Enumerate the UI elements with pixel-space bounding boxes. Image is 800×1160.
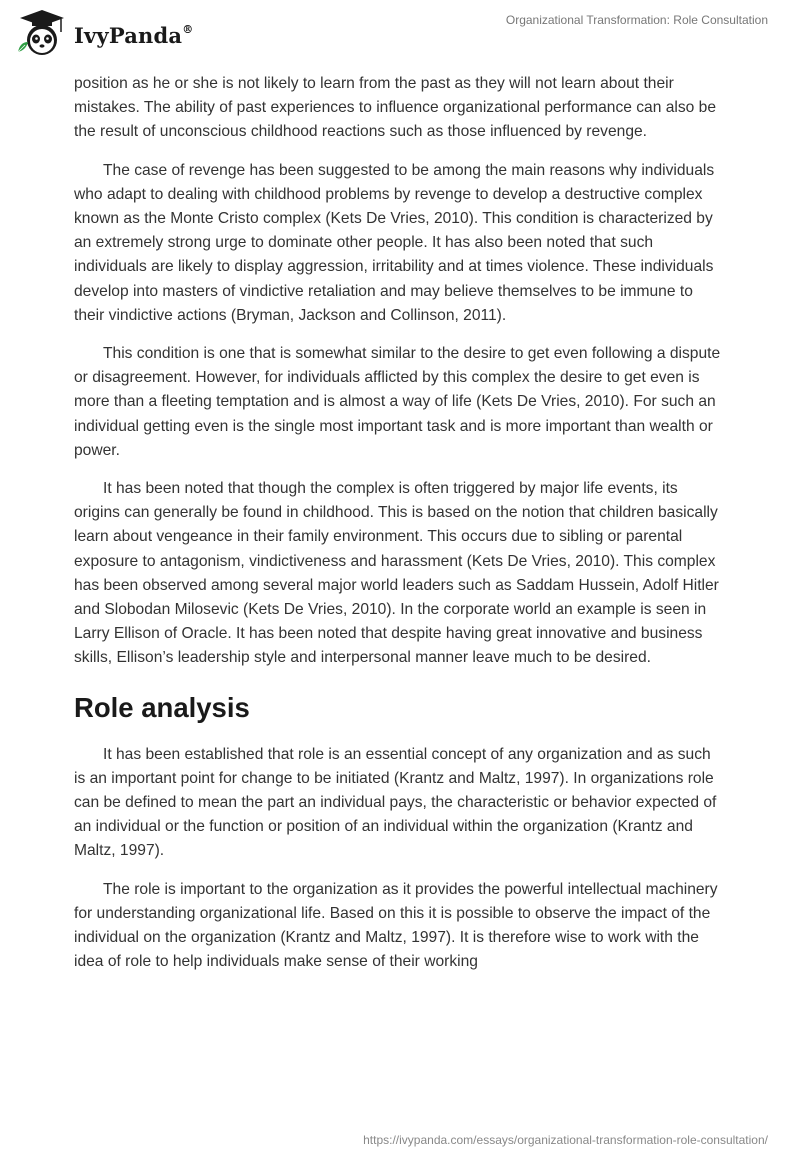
ivypanda-logo[interactable] [14, 8, 193, 58]
paragraph: position as he or she is not likely to learn from the past as they will not learn about their mistakes. The ability of past experiences to influence organizational performance can also be the result of unconscious childhood reactions such as those influenced by revenge. [74, 75, 717, 141]
brand-name: IvyPanda® [74, 22, 194, 48]
paragraph: It has been established that role is an essential concept of any organization and as such is an important point for change to be initiated (Krantz and Maltz, 1997). In organizations role can be defined to mean the part an individual pays, the characteristic or behavior expected of an individual or the function or position of an individual within the organization (Krantz and Maltz, 1997). [74, 745, 717, 860]
paragraph: It has been noted that though the complex is often triggered by major life events, its origins can generally be found in childhood. This is based on the notion that children basically learn about vengeance in their family environment. This occurs due to sibling or parental exposure to antagonism, vindictiveness and harassment (Kets De Vries, 2010). This complex has been observed among several major world leaders such as Saddam Hussein, Adolf Hitler and Slobodan Milosevic (Kets De Vries, 2010). In the corporate world an example is seen in Larry Ellison of Oracle. It has been noted that despite having great innovative and business skills, Ellison’s leadership style and interpersonal manner leave much to be desired. [74, 480, 719, 667]
paragraph: The role is important to the organization as it provides the powerful intellectual machinery for understanding organizational life. Based on this it is possible to observe the impact of the individual on the organization (Krantz and Maltz, 1997). It is therefore wise to work with the idea of role to help individuals make sense of their working [74, 880, 718, 971]
page-header [0, 0, 800, 70]
document-title: Organizational Transformation: Role Consultation [505, 13, 768, 27]
source-url-link[interactable]: https://ivypanda.com/essays/organizational-transformation-role-consultation/ [363, 1133, 768, 1147]
panda-graduate-icon [14, 8, 66, 58]
paragraph: This condition is one that is somewhat similar to the desire to get even following a dispute or disagreement. However, for individuals afflicted by this complex the desire to get even is more than a fleeting temptation and is almost a way of life (Kets De Vries, 2010). For such an individual getting even is the single most important task and is more important than wealth or power. [74, 345, 721, 459]
paragraph: The case of revenge has been suggested to be among the main reasons why individuals who adapt to dealing with childhood problems by revenge to develop a destructive complex known as the Monte Cristo complex (Kets De Vries, 2010). This condition is characterized by an extremely strong urge to dominate other people. It has also been noted that such individuals are likely to display aggression, irritability and at times violence. These individuals develop into masters of vindictive retaliation and may believe themselves to be immune to their vindictive actions (Bryman, Jackson and Collinson, 2011). [74, 161, 715, 324]
section-heading: Role analysis [74, 691, 250, 723]
essay-body [74, 72, 724, 989]
